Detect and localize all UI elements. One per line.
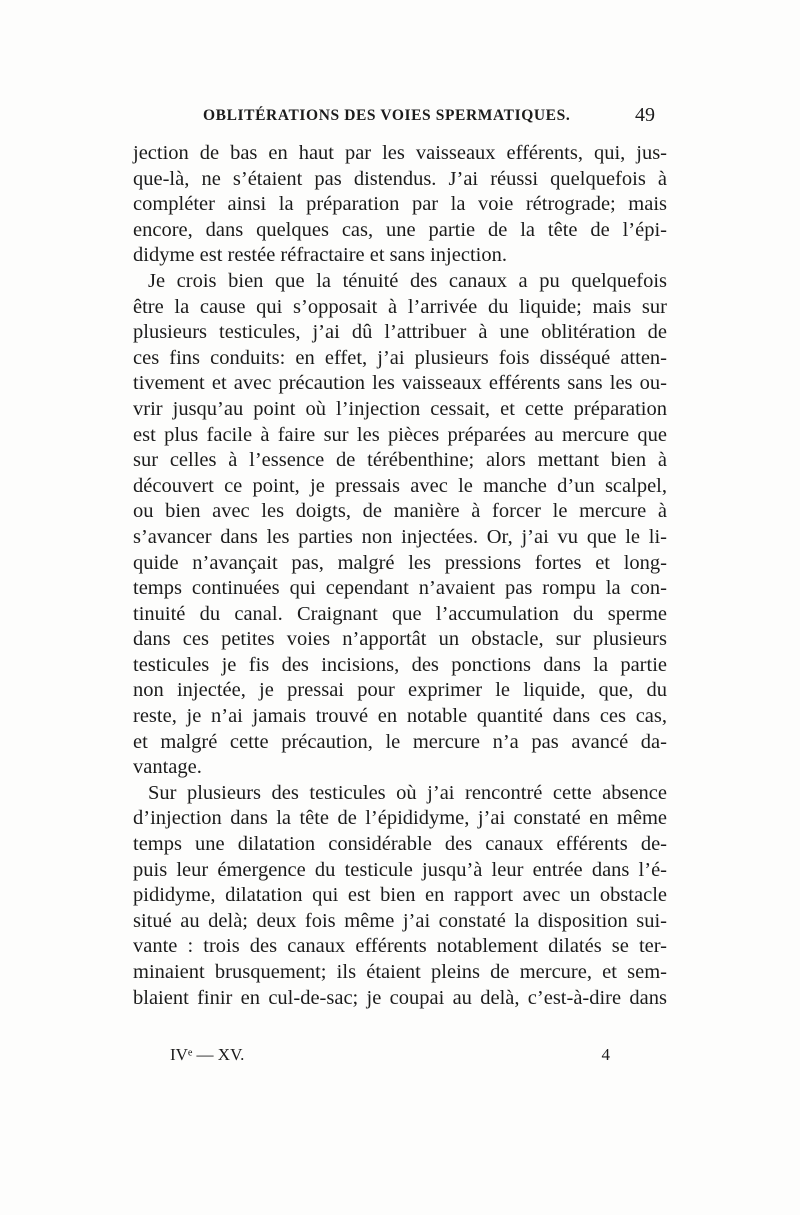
text-line: plusieurs testicules, j’ai dû l’attribuer à une oblitération de xyxy=(133,321,667,344)
text-line: quide n’avançait pas, malgré les pressions fortes et long- xyxy=(133,551,667,574)
paragraph-start-line: Je crois bien que la ténuité des canaux a pu quelquefois xyxy=(148,269,667,292)
text-line: découvert ce point, je pressais avec le manche d’un scalpel, xyxy=(133,474,667,497)
text-line: et malgré cette précaution, le mercure n’a pas avancé da- xyxy=(133,730,667,753)
body-text xyxy=(133,141,667,1011)
text-line: est plus facile à faire sur les pièces préparées au mercure que xyxy=(133,423,667,446)
text-line: d’injection dans la tête de l’épididyme, j’ai constaté en même xyxy=(133,807,667,830)
text-line: didyme est restée réfractaire et sans injection. xyxy=(133,244,507,267)
text-line: compléter ainsi la préparation par la voie rétrograde; mais xyxy=(133,193,667,216)
text-line: que-là, ne s’étaient pas distendus. J’ai réussi quelquefois à xyxy=(133,167,667,190)
text-line: non injectée, je pressai pour exprimer le liquide, que, du xyxy=(133,679,667,702)
text-line: situé au delà; deux fois même j’ai constaté la disposition sui- xyxy=(133,909,667,932)
paragraph-start-line: Sur plusieurs des testicules où j’ai rencontré cette absence xyxy=(148,781,667,804)
text-line: dans ces petites voies n’apportât un obstacle, sur plusieurs xyxy=(133,628,667,651)
text-line: vante : trois des canaux efférents notablement dilatés se ter- xyxy=(133,935,667,958)
text-line: puis leur émergence du testicule jusqu’à leur entrée dans l’é- xyxy=(133,858,667,881)
page-number: 49 xyxy=(635,104,655,126)
text-line: temps continuées qui cependant n’avaient pas rompu la con- xyxy=(133,577,667,600)
text-line: pididyme, dilatation qui est bien en rapport avec un obstacle xyxy=(133,884,667,907)
signature-mark: IVᵉ — XV. xyxy=(170,1045,245,1064)
page-footer xyxy=(170,1045,630,1071)
text-line: temps une dilatation considérable des canaux efférents de- xyxy=(133,833,667,856)
text-line: reste, je n’ai jamais trouvé en notable quantité dans ces cas, xyxy=(133,705,667,728)
text-line: tivement et avec précaution les vaisseaux efférents sans les ou- xyxy=(133,372,667,395)
text-line: ces fins conduits: en effet, j’ai plusieurs fois disséqué atten- xyxy=(133,346,667,369)
text-line: testicules je fis des incisions, des ponctions dans la partie xyxy=(133,653,667,676)
text-line: blaient finir en cul-de-sac; je coupai au delà, c’est-à-dire dans xyxy=(133,986,667,1009)
text-line: encore, dans quelques cas, une partie de la tête de l’épi- xyxy=(133,218,667,241)
text-line: vrir jusqu’au point où l’injection cessait, et cette préparation xyxy=(133,397,667,420)
running-head xyxy=(203,105,673,129)
text-line: minaient brusquement; ils étaient pleins de mercure, et sem- xyxy=(133,961,667,983)
text-line: ou bien avec les doigts, de manière à forcer le mercure à xyxy=(133,500,667,523)
text-line: être la cause qui s’opposait à l’arrivée du liquide; mais sur xyxy=(133,295,667,318)
signature-number: 4 xyxy=(601,1045,610,1064)
text-line: sur celles à l’essence de térébenthine; alors mettant bien à xyxy=(133,449,667,472)
text-line: tinuité du canal. Craignant que l’accumulation du sperme xyxy=(133,602,667,625)
text-line: vantage. xyxy=(133,756,202,779)
text-line: jection de bas en haut par les vaisseaux efférents, qui, jus- xyxy=(133,142,667,164)
text-line: s’avancer dans les parties non injectées. Or, j’ai vu que le li- xyxy=(133,525,667,548)
running-head-title: OBLITÉRATIONS DES VOIES SPERMATIQUES. xyxy=(203,107,571,124)
